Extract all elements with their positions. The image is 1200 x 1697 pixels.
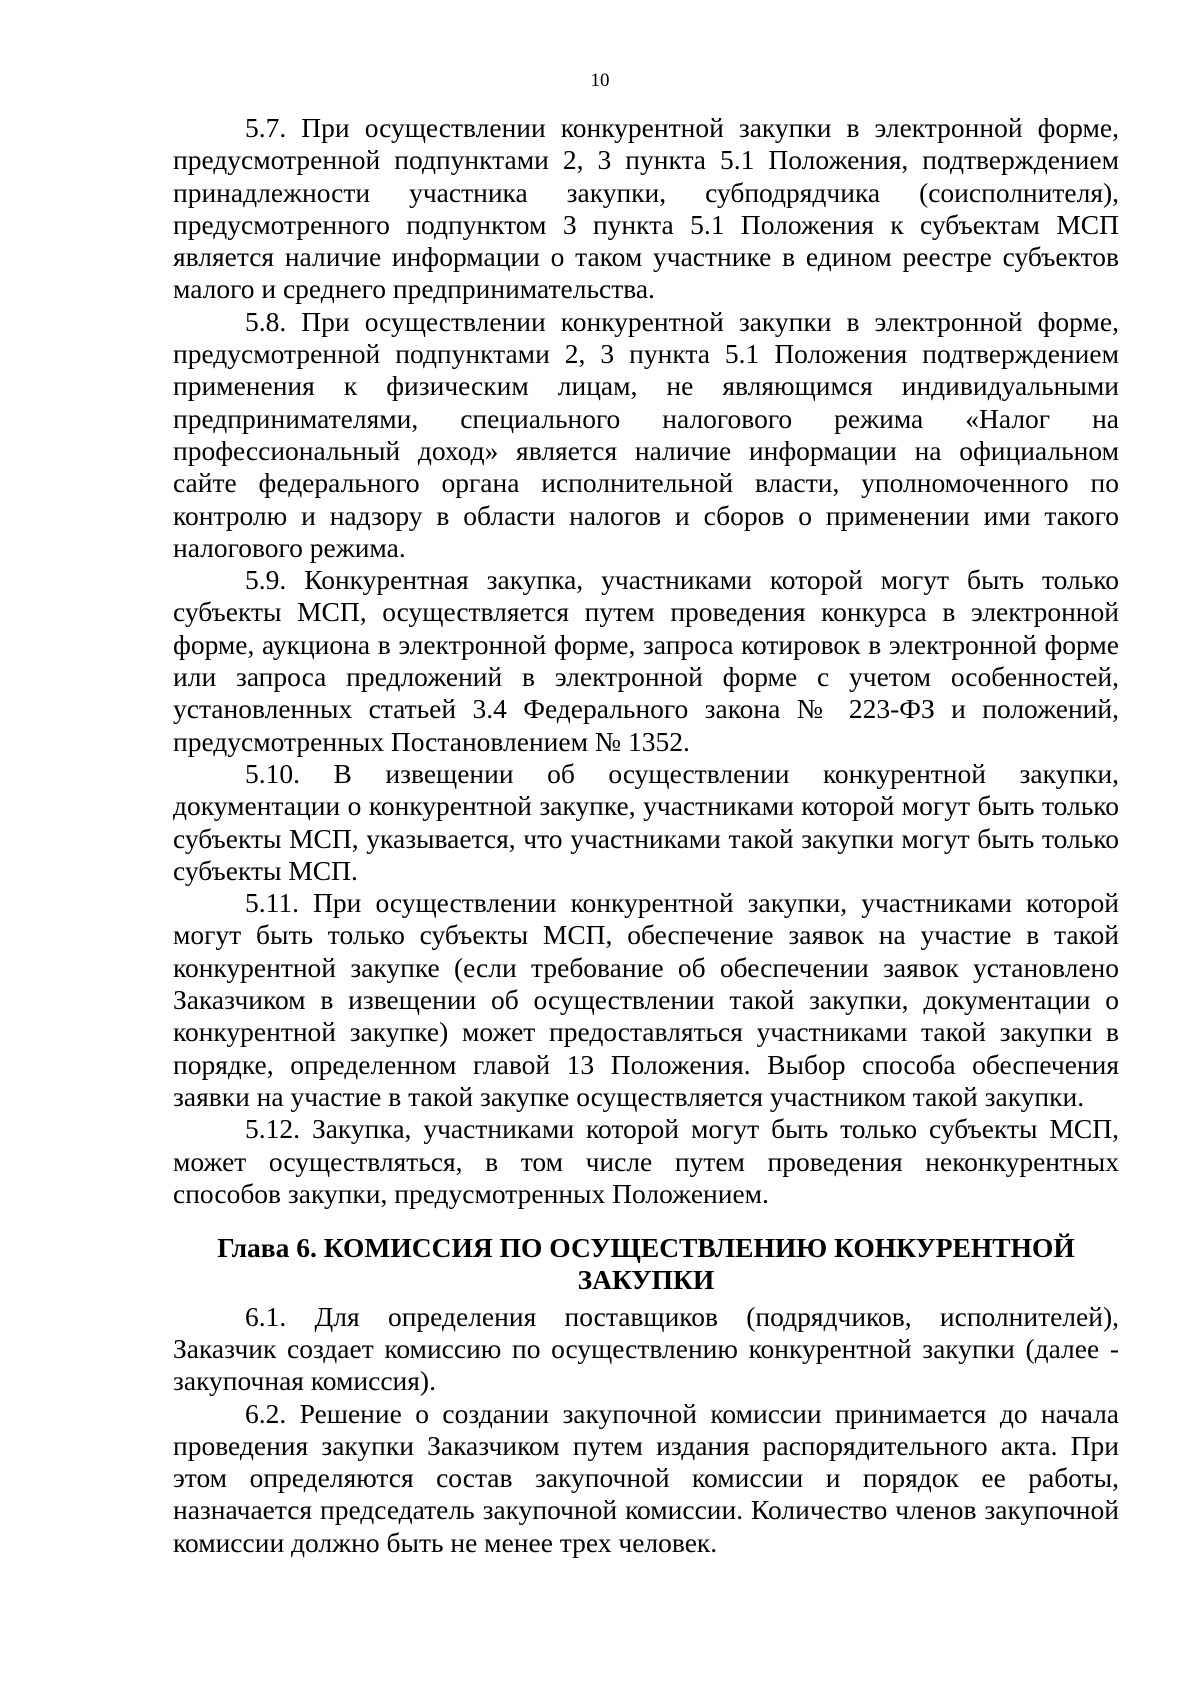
paragraph-5-7: 5.7. При осуществлении конкурентной закупки в электронной форме, предусмотренной подпунктами 2, 3 пункта 5.1 Положения, подтверждением принадлежности участника закупки, субподрядчика (соисполнителя), предусмотренного подпунктом 3 пункта 5.1 Положения к субъектам МСП является наличие информации о таком участнике в едином реестре субъектов малого и среднего предпринимательства.: [173, 112, 1119, 305]
paragraph-6-1: 6.1. Для определения поставщиков (подрядчиков, исполнителей), Заказчик создает комиссию по осуществлению конкурентной закупки (далее - закупочная комиссия).: [173, 1300, 1119, 1397]
paragraph-6-2: 6.2. Решение о создании закупочной комиссии принимается до начала проведения закупки Заказчиком путем издания распорядительного акта. При этом определяются состав закупочной комиссии и порядок ее работы, назначается председатель закупочной комиссии. Количество членов закупочной комиссии должно быть не менее трех человек.: [173, 1397, 1119, 1558]
paragraph-5-8: 5.8. При осуществлении конкурентной закупки в электронной форме, предусмотренной подпунктами 2, 3 пункта 5.1 Положения подтверждением применения к физическим лицам, не являющимся индивидуальными предпринимателями, специального налогового режима «Налог на профессиональный доход» является наличие информации на официальном сайте федерального органа исполнительной власти, уполномоченного по контролю и надзору в области налогов и сборов о применении ими такого налогового режима.: [173, 305, 1119, 563]
page-number: 10: [590, 70, 610, 91]
paragraph-5-11: 5.11. При осуществлении конкурентной закупки, участниками которой могут быть только субъекты МСП, обеспечение заявок на участие в такой конкурентной закупке (если требование об обеспечении заявок установлено Заказчиком в извещении об осуществлении такой закупки, документации о конкурентной закупке) может предоставляться участниками такой закупки в порядке, определенном главой 13 Положения. Выбор способа обеспечения заявки на участие в такой закупке осуществляется участником такой закупки.: [173, 887, 1119, 1112]
chapter-heading: Глава 6. КОМИССИЯ ПО ОСУЩЕСТВЛЕНИЮ КОНКУРЕНТНОЙ ЗАКУПКИ: [217, 1232, 1075, 1296]
document-body: [173, 112, 1119, 1559]
paragraph-5-9: 5.9. Конкурентная закупка, участниками которой могут быть только субъекты МСП, осуществляется путем проведения конкурса в электронной форме, аукциона в электронной форме, запроса котировок в электронной форме или запроса предложений в электронной форме с учетом особенностей, установленных статьей 3.4 Федерального закона № 223-ФЗ и положений, предусмотренных Постановлением № 1352.: [173, 564, 1119, 757]
paragraph-5-12: 5.12. Закупка, участниками которой могут быть только субъекты МСП, может осуществляться, в том числе путем проведения неконкурентных способов закупки, предусмотренных Положением.: [173, 1113, 1119, 1209]
paragraph-5-10: 5.10. В извещении об осуществлении конкурентной закупки, документации о конкурентной закупке, участниками которой могут быть только субъекты МСП, указывается, что участниками такой закупки могут быть только субъекты МСП.: [173, 757, 1119, 886]
